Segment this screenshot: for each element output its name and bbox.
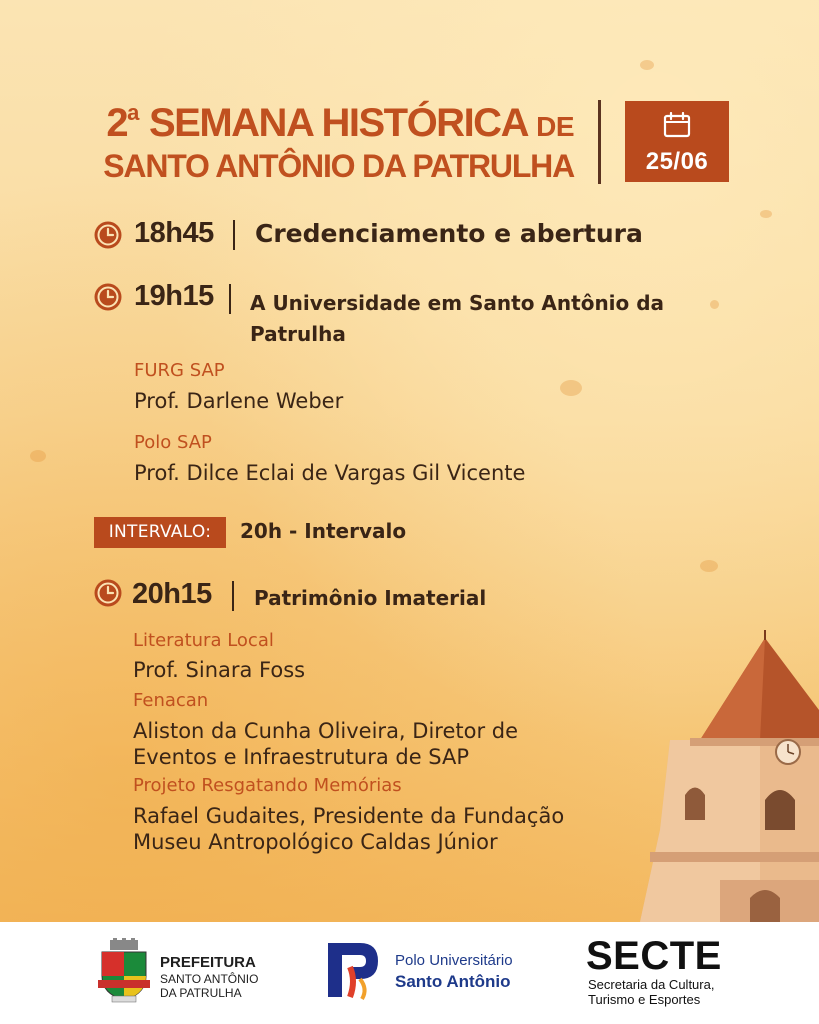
page-title-line1: 2$^a$ SEMANA HISTÓRICA DE xyxy=(106,100,574,145)
speaker-org: Polo SAP xyxy=(134,432,212,453)
schedule-title-line: Patrulha xyxy=(250,322,346,346)
secte-subtitle-line: Secretaria da Cultura, xyxy=(588,977,715,992)
texture-speck xyxy=(760,210,772,218)
polo-name-line1: Polo Universitário xyxy=(395,952,513,969)
texture-speck xyxy=(710,300,719,309)
speaker-org: FURG SAP xyxy=(134,360,225,381)
footer-logos xyxy=(0,922,819,1024)
schedule-time: 19h15 xyxy=(134,280,214,312)
speaker-name: Prof. Dilce Eclai de Vargas Gil Vicente xyxy=(134,461,526,485)
schedule-title: Credenciamento e abertura xyxy=(255,219,643,248)
interval-text: 20h - Intervalo xyxy=(240,519,407,543)
time-separator xyxy=(233,220,235,250)
schedule-time: 20h15 xyxy=(132,578,212,610)
prefeitura-subtitle xyxy=(160,972,270,1000)
speaker-name: Prof. Sinara Foss xyxy=(133,658,306,682)
time-separator xyxy=(232,581,234,611)
texture-speck xyxy=(560,380,582,396)
prefeitura-subtitle-line: DA PATRULHA xyxy=(160,986,242,1000)
page-title-line2: SANTO ANTÔNIO DA PATRULHA xyxy=(103,148,574,184)
speaker-org: Literatura Local xyxy=(133,630,274,651)
speaker-name-line: Eventos e Infraestrutura de SAP xyxy=(133,745,470,769)
secte-subtitle xyxy=(588,977,748,1007)
speaker-org: Projeto Resgatando Memórias xyxy=(133,775,402,796)
clock-icon xyxy=(93,578,123,608)
polo-universitario-logo-icon xyxy=(326,937,382,1003)
texture-speck xyxy=(30,450,46,462)
event-date: 25/06 xyxy=(645,148,709,175)
time-separator xyxy=(229,284,231,314)
speaker-org: Fenacan xyxy=(133,690,209,711)
speaker-name-line: Aliston da Cunha Oliveira, Diretor de xyxy=(133,719,519,743)
polo-name-line2: Santo Antônio xyxy=(395,972,511,991)
prefeitura-subtitle-line: SANTO ANTÔNIO xyxy=(160,972,259,986)
texture-speck xyxy=(640,60,654,70)
texture-speck xyxy=(700,560,718,572)
schedule-title: Patrimônio Imaterial xyxy=(254,586,487,610)
schedule-time: 18h45 xyxy=(134,217,214,249)
title-divider xyxy=(598,100,601,184)
prefeitura-name: PREFEITURA xyxy=(160,954,256,971)
speaker-name-line: Museu Antropológico Caldas Júnior xyxy=(133,830,498,854)
clock-icon xyxy=(93,220,123,250)
schedule-title xyxy=(250,288,664,350)
prefeitura-crest-icon xyxy=(96,938,152,1004)
speaker-name-line: Rafael Gudaites, Presidente da Fundação xyxy=(133,804,565,828)
secte-logo: SECTE xyxy=(586,934,722,978)
clock-icon xyxy=(93,282,123,312)
interval-badge: INTERVALO: xyxy=(94,517,226,548)
schedule-title-line: A Universidade em Santo Antônio da xyxy=(250,291,665,315)
speaker-name xyxy=(133,718,518,770)
secte-subtitle-line: Turismo e Esportes xyxy=(588,992,701,1007)
speaker-name xyxy=(133,803,564,855)
speaker-name: Prof. Darlene Weber xyxy=(134,389,344,413)
church-tower-illustration xyxy=(600,630,819,922)
date-badge xyxy=(625,101,729,182)
calendar-icon xyxy=(663,112,691,138)
